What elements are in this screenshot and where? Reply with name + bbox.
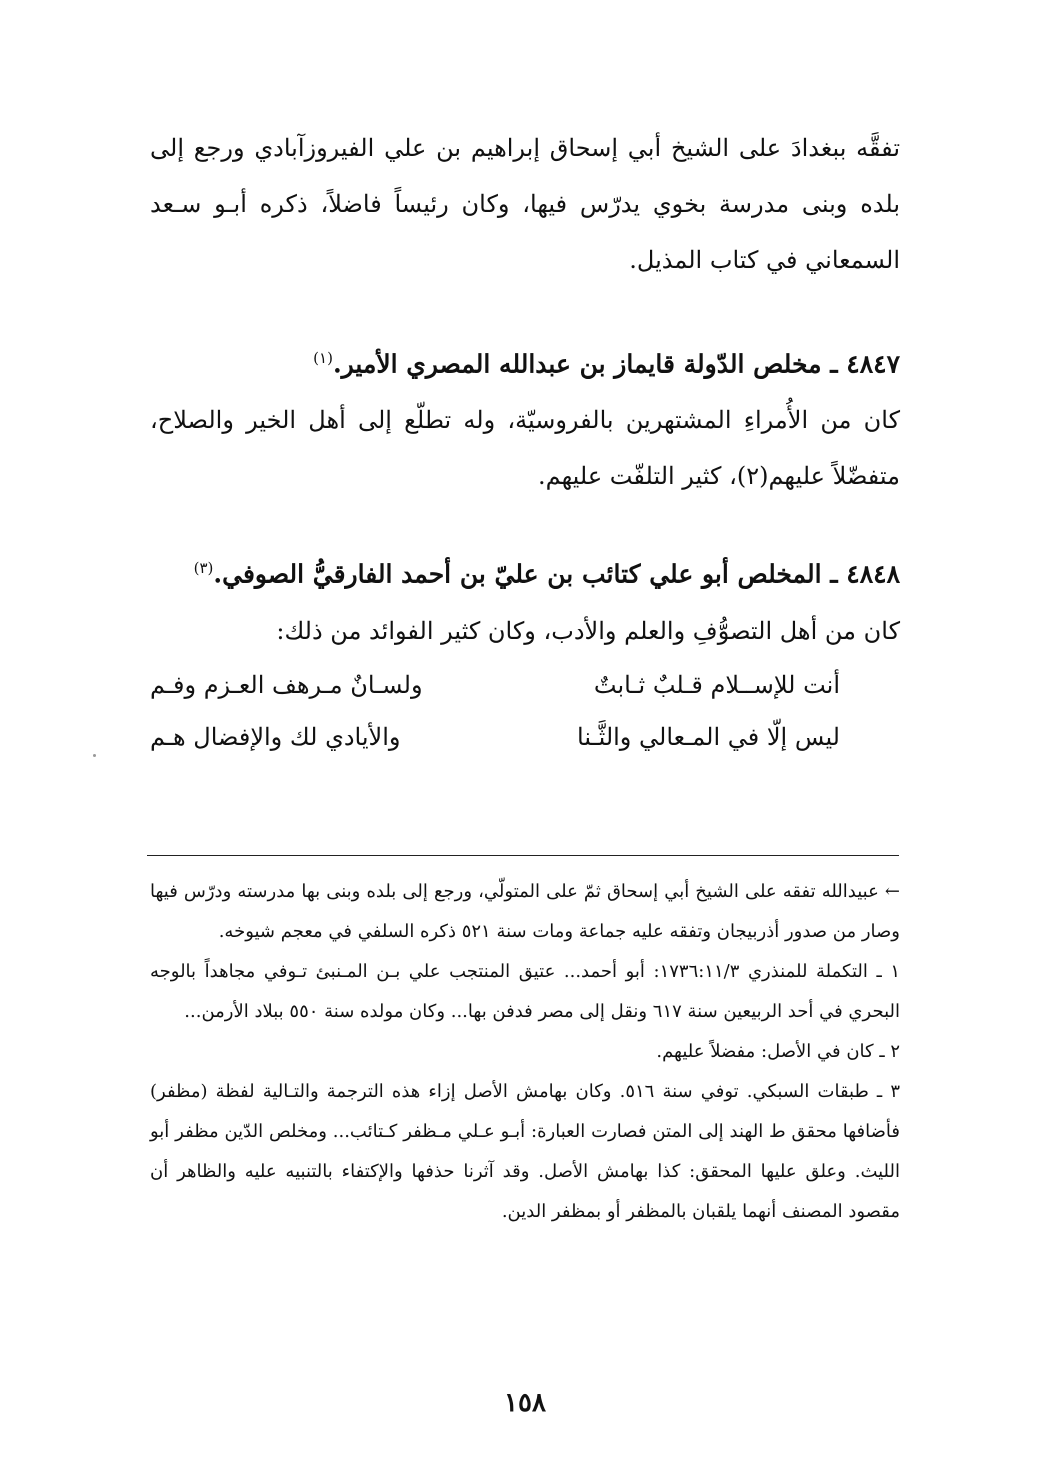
poem-line (150, 711, 900, 763)
poem-second-hemistich: والأيادي لك والإفضال هـم (150, 722, 401, 751)
spacer (150, 504, 900, 540)
poem-first-hemistich: ليس إلّا في المـعالي والثَّـنا (577, 722, 840, 751)
footnote-1: ١ ـ التكملة للمنذري ١٧٣٦:١١/٣: أبو أحمد... عتيق المنتجب علي بـن المـنبئ تـوفي مجاهداً بالوجه البحري في أحد الربيعين سنة ٦١٧ ونقل إلى مصر فدفن بها... وكان مولده سنة ٥٥٠ ببلاد الأرمن... (150, 961, 900, 1022)
footnote-continuation: ← عبيدالله تفقه على الشيخ أبي إسحاق ثمّ على المتولّي، ورجع إلى بلده وبنى بها مدرسته ودرّس فيها وصار من صدور أذربيجان وتفقه عليه جماعة ومات سنة ٥٢١ ذكره السلفي في معجم شيوخه. (150, 881, 900, 942)
poem-second-hemistich: ولسـانٌ مـرهف العـزم وفـم (150, 670, 423, 699)
footnote-divider (147, 855, 899, 856)
page-number: ١٥٨ (504, 1388, 546, 1418)
footnote-ref: (٣) (193, 559, 214, 578)
footnotes (150, 872, 900, 1232)
entry-body-4847: كان من الأُمراءِ المشتهرين بالفروسيّة، وله تطلّع إلى أهل الخير والصلاح، متفضّلاً عليهم(٢)، كثير التلفّت عليهم. (150, 406, 900, 491)
footnote-2: ٢ ـ كان في الأصل: مفضلاً عليهم. (656, 1041, 900, 1062)
poem-line (150, 659, 900, 711)
scan-speck (93, 754, 96, 757)
footnote-3: ٣ ـ طبقات السبكي. توفي سنة ٥١٦. وكان بهامش الأصل إزاء هذه الترجمة والتـالية لفظة (مظفر) فأضافها محقق ط الهند إلى المتن فصارت العبارة: أبـو عـلي مـظفر كـتائب... ومخلص الدّين مظفر أبو الليث. وعلق عليها المحقق: كذا بهامش الأصل. وقد آثرنا حذفها والإكتفاء بالتنبيه عليه والظاهر أن مقصود المصنف أنهما يلقبان بالمظفر أو بمظفر الدين. (150, 1081, 900, 1222)
intro-paragraph: تفقَّه ببغدادَ على الشيخ أبي إسحاق إبراهيم بن علي الفيروزآبادي ورجع إلى بلده وبنى مدرسة بخوي يدرّس فيها، وكان رئيساً فاضلاً، ذكره أبـو سـعد السمعاني في كتاب المذيل. (150, 134, 901, 274)
spacer (150, 288, 900, 330)
main-text (150, 120, 900, 763)
entry-heading-text: ٤٨٤٧ ـ مخلص الدّولة قايماز بن عبدالله المصري الأمير. (332, 349, 900, 379)
entry-body-4848: كان من أهل التصوُّفِ والعلم والأدب، وكان كثير الفوائد من ذلك: (276, 616, 900, 645)
entry-heading-4848 (150, 540, 900, 602)
poem (150, 659, 900, 763)
footnote-ref: (١) (313, 349, 333, 367)
poem-first-hemistich: أنت للإســلام قـلبٌ ثـابتٌ (593, 670, 840, 699)
entry-heading-text: ٤٨٤٨ ـ المخلص أبو علي كتائب بن عليّ بن أحمد الفارقيُّ الصوفي. (213, 559, 900, 589)
entry-heading-4847 (150, 330, 900, 392)
